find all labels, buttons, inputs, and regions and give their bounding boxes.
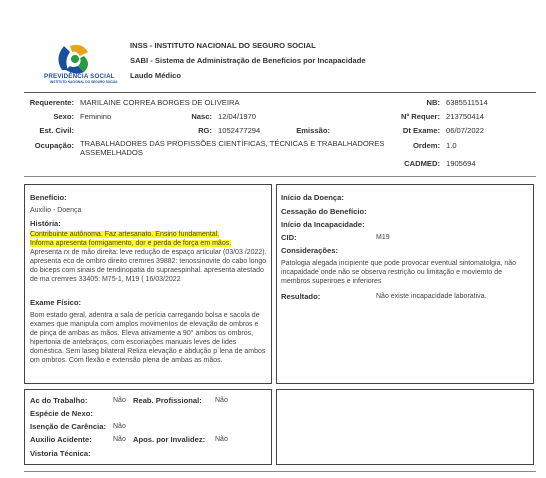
consideracoes-text: Patologia alegada incipiente que pode provocar eventual sintomatolgia, não incapaidade onde não se observa restrição ou limitação e moviemto de membros superiroes e inferiores	[281, 260, 517, 285]
aux-acidente-value: Não	[113, 436, 126, 443]
institution-title: INSS - INSTITUTO NACIONAL DO SEGURO SOCIAL	[130, 41, 316, 50]
aux-acidente-label: Auxilio Acidente:	[30, 435, 92, 444]
ocupacao-label: Ocupação:	[34, 141, 74, 150]
ordem-value: 1.0	[446, 141, 457, 150]
resultado-value: Não existe incapacidade laborativa.	[376, 293, 487, 300]
beneficio-heading: Benefício:	[30, 193, 67, 202]
header-divider	[24, 92, 536, 93]
dtexame-label: Dt Exame:	[402, 126, 440, 135]
estcivil-label: Est. Civil:	[39, 126, 74, 135]
requerente-label: Requerente:	[29, 98, 74, 107]
historia-highlight-2: Informa apresenta formigamento, dor e perda de força em mãos.	[30, 240, 232, 247]
nb-value: 6385511514	[446, 98, 488, 107]
ac-trabalho-label: Ac do Trabalho:	[30, 396, 88, 405]
inicio-doenca-label: Início da Doença:	[281, 193, 344, 202]
nasc-value: 12/04/1970	[218, 112, 257, 121]
cessacao-label: Cessação do Benefício:	[281, 207, 367, 216]
nrequer-label: Nº Requer:	[400, 112, 440, 121]
footer-divider	[24, 471, 536, 472]
ocupacao-value: TRABALHADORES DAS PROFISSÕES CIENTÍFICAS, TÉCNICAS E TRABALHADORES ASSEMELHADOS	[80, 139, 385, 157]
reab-value: Não	[215, 397, 228, 404]
nb-label: NB:	[426, 98, 440, 107]
beneficio-value: Auxílio - Doença	[30, 207, 82, 214]
logo-text: PREVIDÊNCIA SOCIAL	[44, 73, 115, 80]
exame-text: Bom estado geral, adentra a sala de perícia carregando bolsa e sacola de exames que manipula com amplos movimentos de elevação de ombros e de pinça de ambas as mãos. Eleva ativamente a 90° ambos os ombros, hipertonia de antebraços, com escoriações manuais leves de lides doméstica. Sem laseg bilateral Reliza elevação e abdução p`lena de ambos om ombros. Com flexão e extensão plena de ambas as mãos.	[30, 312, 266, 364]
sexo-value: Feminino	[80, 112, 112, 121]
signature-section	[276, 389, 534, 465]
dtexame-value: 06/07/2022	[446, 126, 485, 135]
requerente-value: MARILAINE CORREA BORGES DE OLIVEIRA	[80, 98, 240, 107]
vistoria-label: Vistoria Técnica:	[30, 449, 91, 458]
consideracoes-heading: Considerações:	[281, 246, 338, 255]
resultado-label: Resultado:	[281, 292, 321, 301]
rg-label: RG:	[198, 126, 212, 135]
nasc-label: Nasc:	[191, 112, 212, 121]
system-title: SABI - Sistema de Administração de Benefícios por Incapacidade	[130, 56, 366, 65]
document-title: Laudo Médico	[130, 71, 182, 80]
cid-label: CID:	[281, 233, 297, 242]
nrequer-value: 213750414	[446, 112, 485, 121]
cid-value: M19	[376, 234, 390, 241]
ac-trabalho-value: Não	[113, 397, 126, 404]
historia-text	[30, 230, 270, 284]
previdencia-logo-icon	[40, 40, 120, 76]
isencao-label: Isenção de Carência:	[30, 422, 106, 431]
historia-highlight-1: Contribuinte autônoma. Faz artesanato. Ensino fundamental.	[30, 231, 220, 238]
apos-label: Apos. por Invalidez:	[133, 435, 206, 444]
inicio-incap-label: Início da Incapacidade:	[281, 220, 365, 229]
cadmed-value: 1905694	[446, 159, 476, 168]
especie-nexo-label: Espécie de Nexo:	[30, 409, 93, 418]
rg-value: 1052477294	[218, 126, 261, 135]
apos-value: Não	[215, 436, 228, 443]
exame-heading: Exame Físico:	[30, 298, 82, 307]
ordem-label: Ordem:	[412, 141, 440, 150]
cadmed-label: CADMED:	[404, 159, 440, 168]
historia-heading: História:	[30, 219, 61, 228]
logo-subtext: INSTITUTO NACIONAL DO SEGURO SOCIAL	[50, 80, 118, 84]
historia-rest: Apresenta rx de mão direita: leve redução de espaço articular (03/03 /2022). apresenta eco de ombro direito cremres 39882: tenossinovite do cabo longo do biceps com sinais de tendinopatia do supraespinhal. apresenta atestado de ma cremres 33405: M75-1, M19 ( 16/03/2022	[30, 249, 267, 283]
reab-label: Reab. Profissional:	[133, 396, 202, 405]
sexo-label: Sexo:	[53, 112, 74, 121]
info-divider	[24, 176, 536, 177]
isencao-value: Não	[113, 423, 126, 430]
emissao-label: Emissão:	[296, 126, 330, 135]
